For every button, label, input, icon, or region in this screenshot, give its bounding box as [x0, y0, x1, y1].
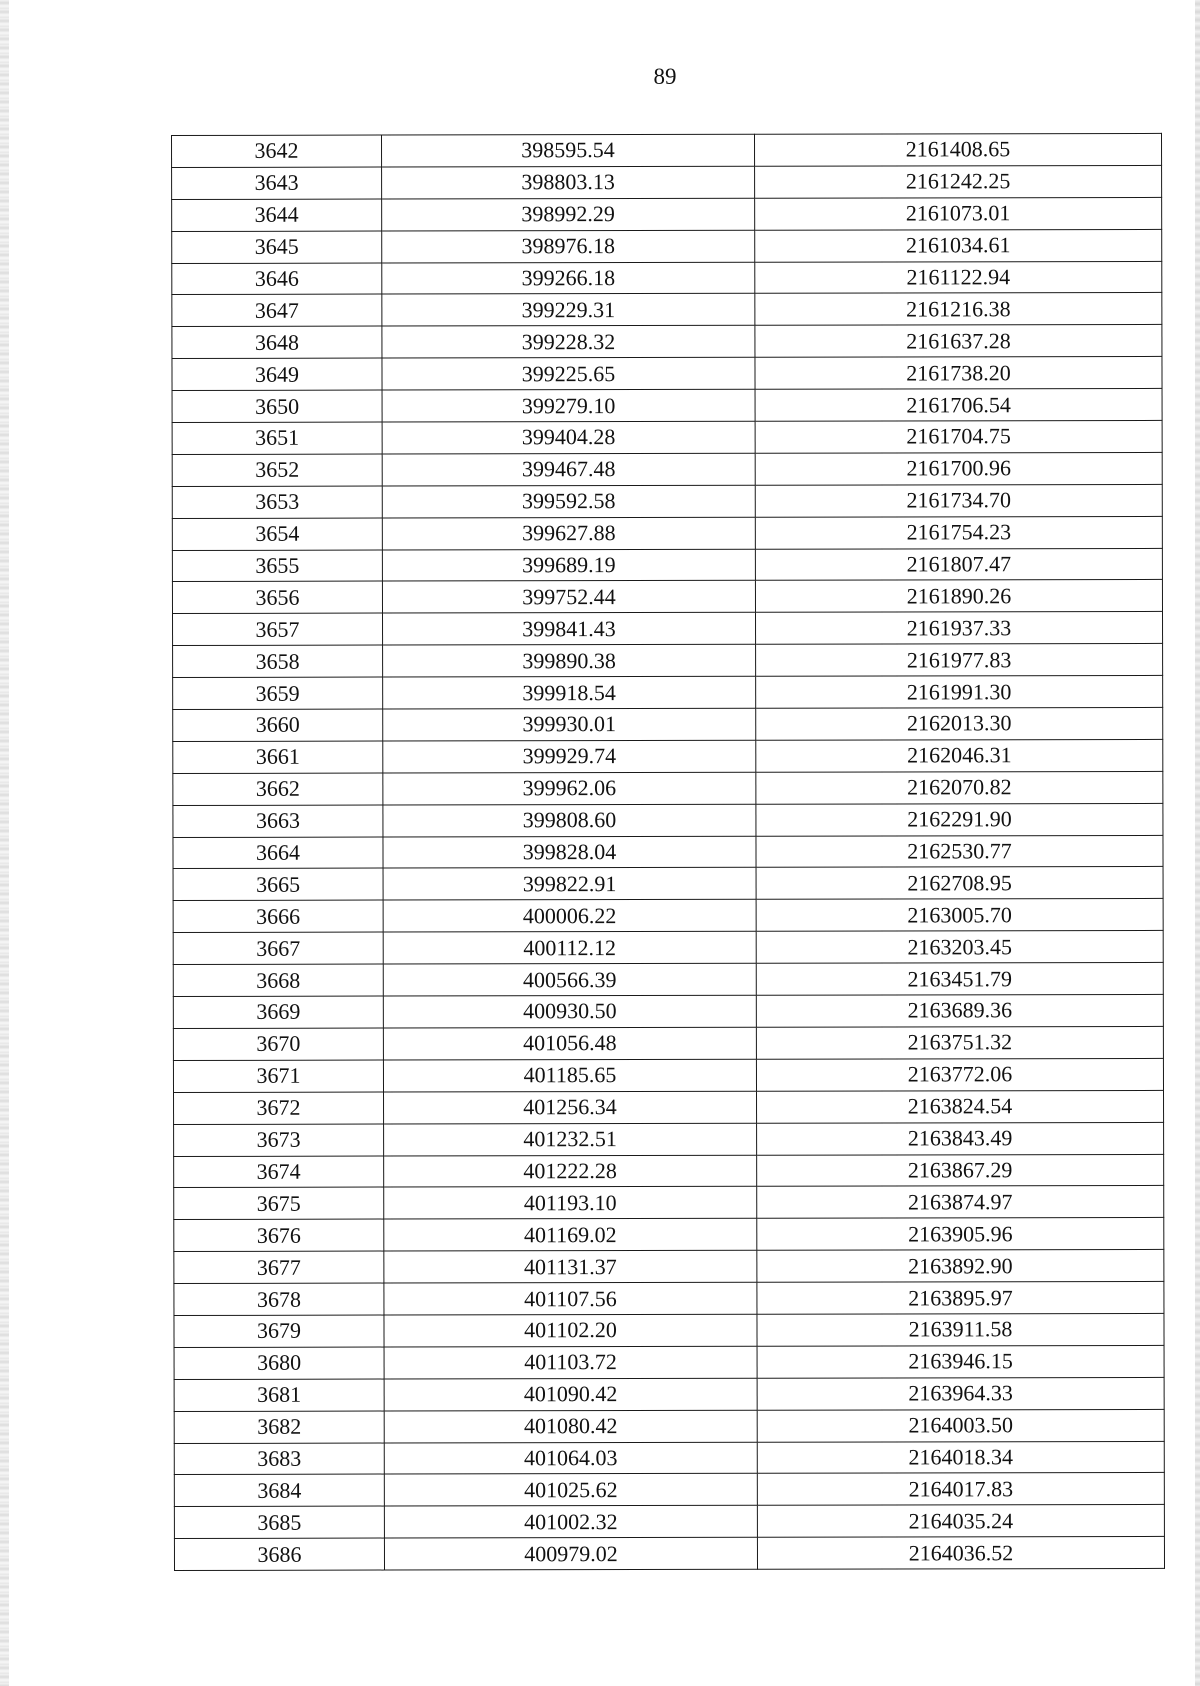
x-coordinate-cell: 401002.32 [384, 1506, 757, 1539]
x-coordinate-cell: 399929.74 [383, 740, 756, 773]
x-coordinate-cell: 400979.02 [384, 1537, 757, 1570]
table-row [173, 931, 1163, 965]
table-row [172, 133, 1162, 167]
x-coordinate-cell: 398992.29 [382, 198, 755, 231]
table-row [174, 1537, 1164, 1571]
table-row [173, 1058, 1163, 1092]
point-number-cell: 3653 [172, 486, 382, 518]
x-coordinate-cell: 400930.50 [383, 995, 756, 1028]
x-coordinate-cell: 399841.43 [383, 613, 756, 646]
x-coordinate-cell: 399689.19 [382, 549, 755, 582]
x-coordinate-cell: 401232.51 [384, 1123, 757, 1156]
y-coordinate-cell: 2161408.65 [754, 133, 1161, 166]
point-number-cell: 3682 [174, 1411, 384, 1443]
table-row [174, 1281, 1164, 1315]
table-row [173, 739, 1163, 773]
y-coordinate-cell: 2162291.90 [756, 803, 1163, 836]
table-row [174, 1473, 1164, 1507]
point-number-cell: 3655 [172, 550, 382, 582]
point-number-cell: 3644 [172, 199, 382, 231]
y-coordinate-cell: 2161937.33 [756, 612, 1163, 645]
point-number-cell: 3685 [174, 1506, 384, 1538]
y-coordinate-cell: 2161738.20 [755, 357, 1162, 390]
y-coordinate-cell: 2164035.24 [757, 1505, 1164, 1538]
table-row [172, 325, 1162, 359]
y-coordinate-cell: 2161242.25 [755, 165, 1162, 198]
x-coordinate-cell: 401185.65 [383, 1059, 756, 1092]
x-coordinate-cell: 399930.01 [383, 708, 756, 741]
point-number-cell: 3649 [172, 358, 382, 390]
y-coordinate-cell: 2161991.30 [756, 676, 1163, 709]
table-row [174, 1409, 1164, 1443]
x-coordinate-cell: 401222.28 [384, 1155, 757, 1188]
y-coordinate-cell: 2163451.79 [756, 963, 1163, 996]
x-coordinate-cell: 401107.56 [384, 1282, 757, 1315]
point-number-cell: 3679 [174, 1315, 384, 1347]
point-number-cell: 3643 [172, 167, 382, 199]
table-row [173, 994, 1163, 1028]
table-row [174, 1090, 1164, 1124]
point-number-cell: 3684 [174, 1474, 384, 1506]
y-coordinate-cell: 2162708.95 [756, 867, 1163, 900]
y-coordinate-cell: 2164017.83 [757, 1473, 1164, 1506]
y-coordinate-cell: 2161122.94 [755, 261, 1162, 294]
y-coordinate-cell: 2163867.29 [757, 1154, 1164, 1187]
y-coordinate-cell: 2161034.61 [755, 229, 1162, 262]
table-row [173, 803, 1163, 837]
x-coordinate-cell: 401193.10 [384, 1187, 757, 1220]
y-coordinate-cell: 2162070.82 [756, 771, 1163, 804]
y-coordinate-cell: 2162013.30 [756, 707, 1163, 740]
table-row [172, 165, 1162, 199]
point-number-cell: 3665 [173, 869, 383, 901]
y-coordinate-cell: 2163905.96 [757, 1218, 1164, 1251]
table-row [173, 644, 1163, 678]
point-number-cell: 3677 [174, 1251, 384, 1283]
x-coordinate-cell: 399229.31 [382, 294, 755, 327]
x-coordinate-cell: 401256.34 [384, 1091, 757, 1124]
point-number-cell: 3646 [172, 263, 382, 295]
y-coordinate-cell: 2163203.45 [756, 931, 1163, 964]
y-coordinate-cell: 2161890.26 [755, 580, 1162, 613]
table-row [174, 1377, 1164, 1411]
point-number-cell: 3666 [173, 900, 383, 932]
y-coordinate-cell: 2163843.49 [757, 1122, 1164, 1155]
y-coordinate-cell: 2161807.47 [755, 548, 1162, 581]
y-coordinate-cell: 2163824.54 [757, 1090, 1164, 1123]
table-row [173, 771, 1163, 805]
y-coordinate-cell: 2163689.36 [756, 994, 1163, 1027]
y-coordinate-cell: 2161700.96 [755, 452, 1162, 485]
point-number-cell: 3661 [173, 741, 383, 773]
y-coordinate-cell: 2163946.15 [757, 1345, 1164, 1378]
x-coordinate-cell: 401064.03 [384, 1442, 757, 1475]
point-number-cell: 3680 [174, 1347, 384, 1379]
x-coordinate-cell: 399752.44 [382, 581, 755, 614]
table-row [174, 1154, 1164, 1188]
point-number-cell: 3657 [173, 613, 383, 645]
point-number-cell: 3667 [173, 932, 383, 964]
table-row [172, 261, 1162, 295]
point-number-cell: 3654 [172, 518, 382, 550]
table-row [173, 835, 1163, 869]
x-coordinate-cell: 401102.20 [384, 1314, 757, 1347]
x-coordinate-cell: 401131.37 [384, 1250, 757, 1283]
table-row [174, 1505, 1164, 1539]
point-number-cell: 3645 [172, 231, 382, 263]
point-number-cell: 3686 [174, 1538, 384, 1570]
y-coordinate-cell: 2161216.38 [755, 293, 1162, 326]
x-coordinate-cell: 399279.10 [382, 389, 755, 422]
x-coordinate-cell: 399808.60 [383, 804, 756, 837]
x-coordinate-cell: 400112.12 [383, 932, 756, 965]
x-coordinate-cell: 399890.38 [383, 645, 756, 678]
table-row [173, 867, 1163, 901]
y-coordinate-cell: 2164018.34 [757, 1441, 1164, 1474]
x-coordinate-cell: 399225.65 [382, 358, 755, 391]
table-row [173, 707, 1163, 741]
table-row [173, 963, 1163, 997]
x-coordinate-cell: 399467.48 [382, 453, 755, 486]
x-coordinate-cell: 400566.39 [383, 963, 756, 996]
y-coordinate-cell: 2161073.01 [755, 197, 1162, 230]
x-coordinate-cell: 401103.72 [384, 1346, 757, 1379]
y-coordinate-cell: 2163892.90 [757, 1250, 1164, 1283]
point-number-cell: 3678 [174, 1283, 384, 1315]
y-coordinate-cell: 2161637.28 [755, 325, 1162, 358]
point-number-cell: 3660 [173, 709, 383, 741]
table-row [172, 357, 1162, 391]
scan-edge-left [0, 0, 9, 1686]
y-coordinate-cell: 2161977.83 [756, 644, 1163, 677]
coordinate-table [171, 133, 1165, 1571]
table-row [174, 1218, 1164, 1252]
x-coordinate-cell: 398595.54 [382, 134, 755, 167]
table-row [172, 293, 1162, 327]
table-row [173, 676, 1163, 710]
table-row [172, 484, 1162, 518]
point-number-cell: 3648 [172, 326, 382, 358]
point-number-cell: 3647 [172, 295, 382, 327]
y-coordinate-cell: 2164003.50 [757, 1409, 1164, 1442]
point-number-cell: 3673 [174, 1124, 384, 1156]
point-number-cell: 3681 [174, 1379, 384, 1411]
x-coordinate-cell: 399228.32 [382, 326, 755, 359]
y-coordinate-cell: 2161734.70 [755, 484, 1162, 517]
table-row [174, 1122, 1164, 1156]
table-row [172, 516, 1162, 550]
x-coordinate-cell: 399962.06 [383, 772, 756, 805]
y-coordinate-cell: 2161704.75 [755, 420, 1162, 453]
table-row [174, 1345, 1164, 1379]
table-row [174, 1250, 1164, 1284]
y-coordinate-cell: 2163874.97 [757, 1186, 1164, 1219]
x-coordinate-cell: 401169.02 [384, 1219, 757, 1252]
point-number-cell: 3671 [173, 1060, 383, 1092]
point-number-cell: 3668 [173, 964, 383, 996]
point-number-cell: 3662 [173, 773, 383, 805]
point-number-cell: 3659 [173, 677, 383, 709]
point-number-cell: 3658 [173, 645, 383, 677]
x-coordinate-cell: 401025.62 [384, 1474, 757, 1507]
table-row [172, 548, 1162, 582]
table-row [173, 899, 1163, 933]
point-number-cell: 3650 [172, 390, 382, 422]
x-coordinate-cell: 401056.48 [383, 1027, 756, 1060]
table-row [172, 389, 1162, 423]
point-number-cell: 3683 [174, 1443, 384, 1475]
table-row [172, 452, 1162, 486]
x-coordinate-cell: 399266.18 [382, 262, 755, 295]
x-coordinate-cell: 399627.88 [382, 517, 755, 550]
x-coordinate-cell: 399404.28 [382, 421, 755, 454]
table-row [172, 420, 1162, 454]
point-number-cell: 3651 [172, 422, 382, 454]
coordinate-table-body [172, 133, 1165, 1570]
point-number-cell: 3675 [174, 1187, 384, 1219]
x-coordinate-cell: 401080.42 [384, 1410, 757, 1443]
table-row [174, 1441, 1164, 1475]
point-number-cell: 3674 [174, 1156, 384, 1188]
scan-edge-right [1195, 0, 1200, 1686]
table-row [174, 1186, 1164, 1220]
x-coordinate-cell: 400006.22 [383, 900, 756, 933]
x-coordinate-cell: 399828.04 [383, 836, 756, 869]
point-number-cell: 3672 [174, 1092, 384, 1124]
point-number-cell: 3656 [172, 582, 382, 614]
y-coordinate-cell: 2163751.32 [756, 1026, 1163, 1059]
y-coordinate-cell: 2163895.97 [757, 1281, 1164, 1314]
table-row [172, 197, 1162, 231]
table-row [172, 229, 1162, 263]
x-coordinate-cell: 401090.42 [384, 1378, 757, 1411]
x-coordinate-cell: 399592.58 [382, 485, 755, 518]
table-row [172, 580, 1162, 614]
table-row [174, 1313, 1164, 1347]
point-number-cell: 3676 [174, 1219, 384, 1251]
point-number-cell: 3664 [173, 837, 383, 869]
y-coordinate-cell: 2163772.06 [756, 1058, 1163, 1091]
point-number-cell: 3663 [173, 805, 383, 837]
x-coordinate-cell: 399822.91 [383, 868, 756, 901]
y-coordinate-cell: 2163911.58 [757, 1313, 1164, 1346]
table-row [173, 612, 1163, 646]
x-coordinate-cell: 399918.54 [383, 676, 756, 709]
y-coordinate-cell: 2163964.33 [757, 1377, 1164, 1410]
y-coordinate-cell: 2162530.77 [756, 835, 1163, 868]
x-coordinate-cell: 398976.18 [382, 230, 755, 263]
point-number-cell: 3642 [172, 135, 382, 167]
point-number-cell: 3669 [173, 996, 383, 1028]
table-row [173, 1026, 1163, 1060]
y-coordinate-cell: 2161754.23 [755, 516, 1162, 549]
y-coordinate-cell: 2161706.54 [755, 389, 1162, 422]
point-number-cell: 3652 [172, 454, 382, 486]
page-number: 89 [653, 64, 677, 89]
x-coordinate-cell: 398803.13 [382, 166, 755, 199]
y-coordinate-cell: 2163005.70 [756, 899, 1163, 932]
point-number-cell: 3670 [173, 1028, 383, 1060]
y-coordinate-cell: 2164036.52 [757, 1537, 1164, 1570]
y-coordinate-cell: 2162046.31 [756, 739, 1163, 772]
